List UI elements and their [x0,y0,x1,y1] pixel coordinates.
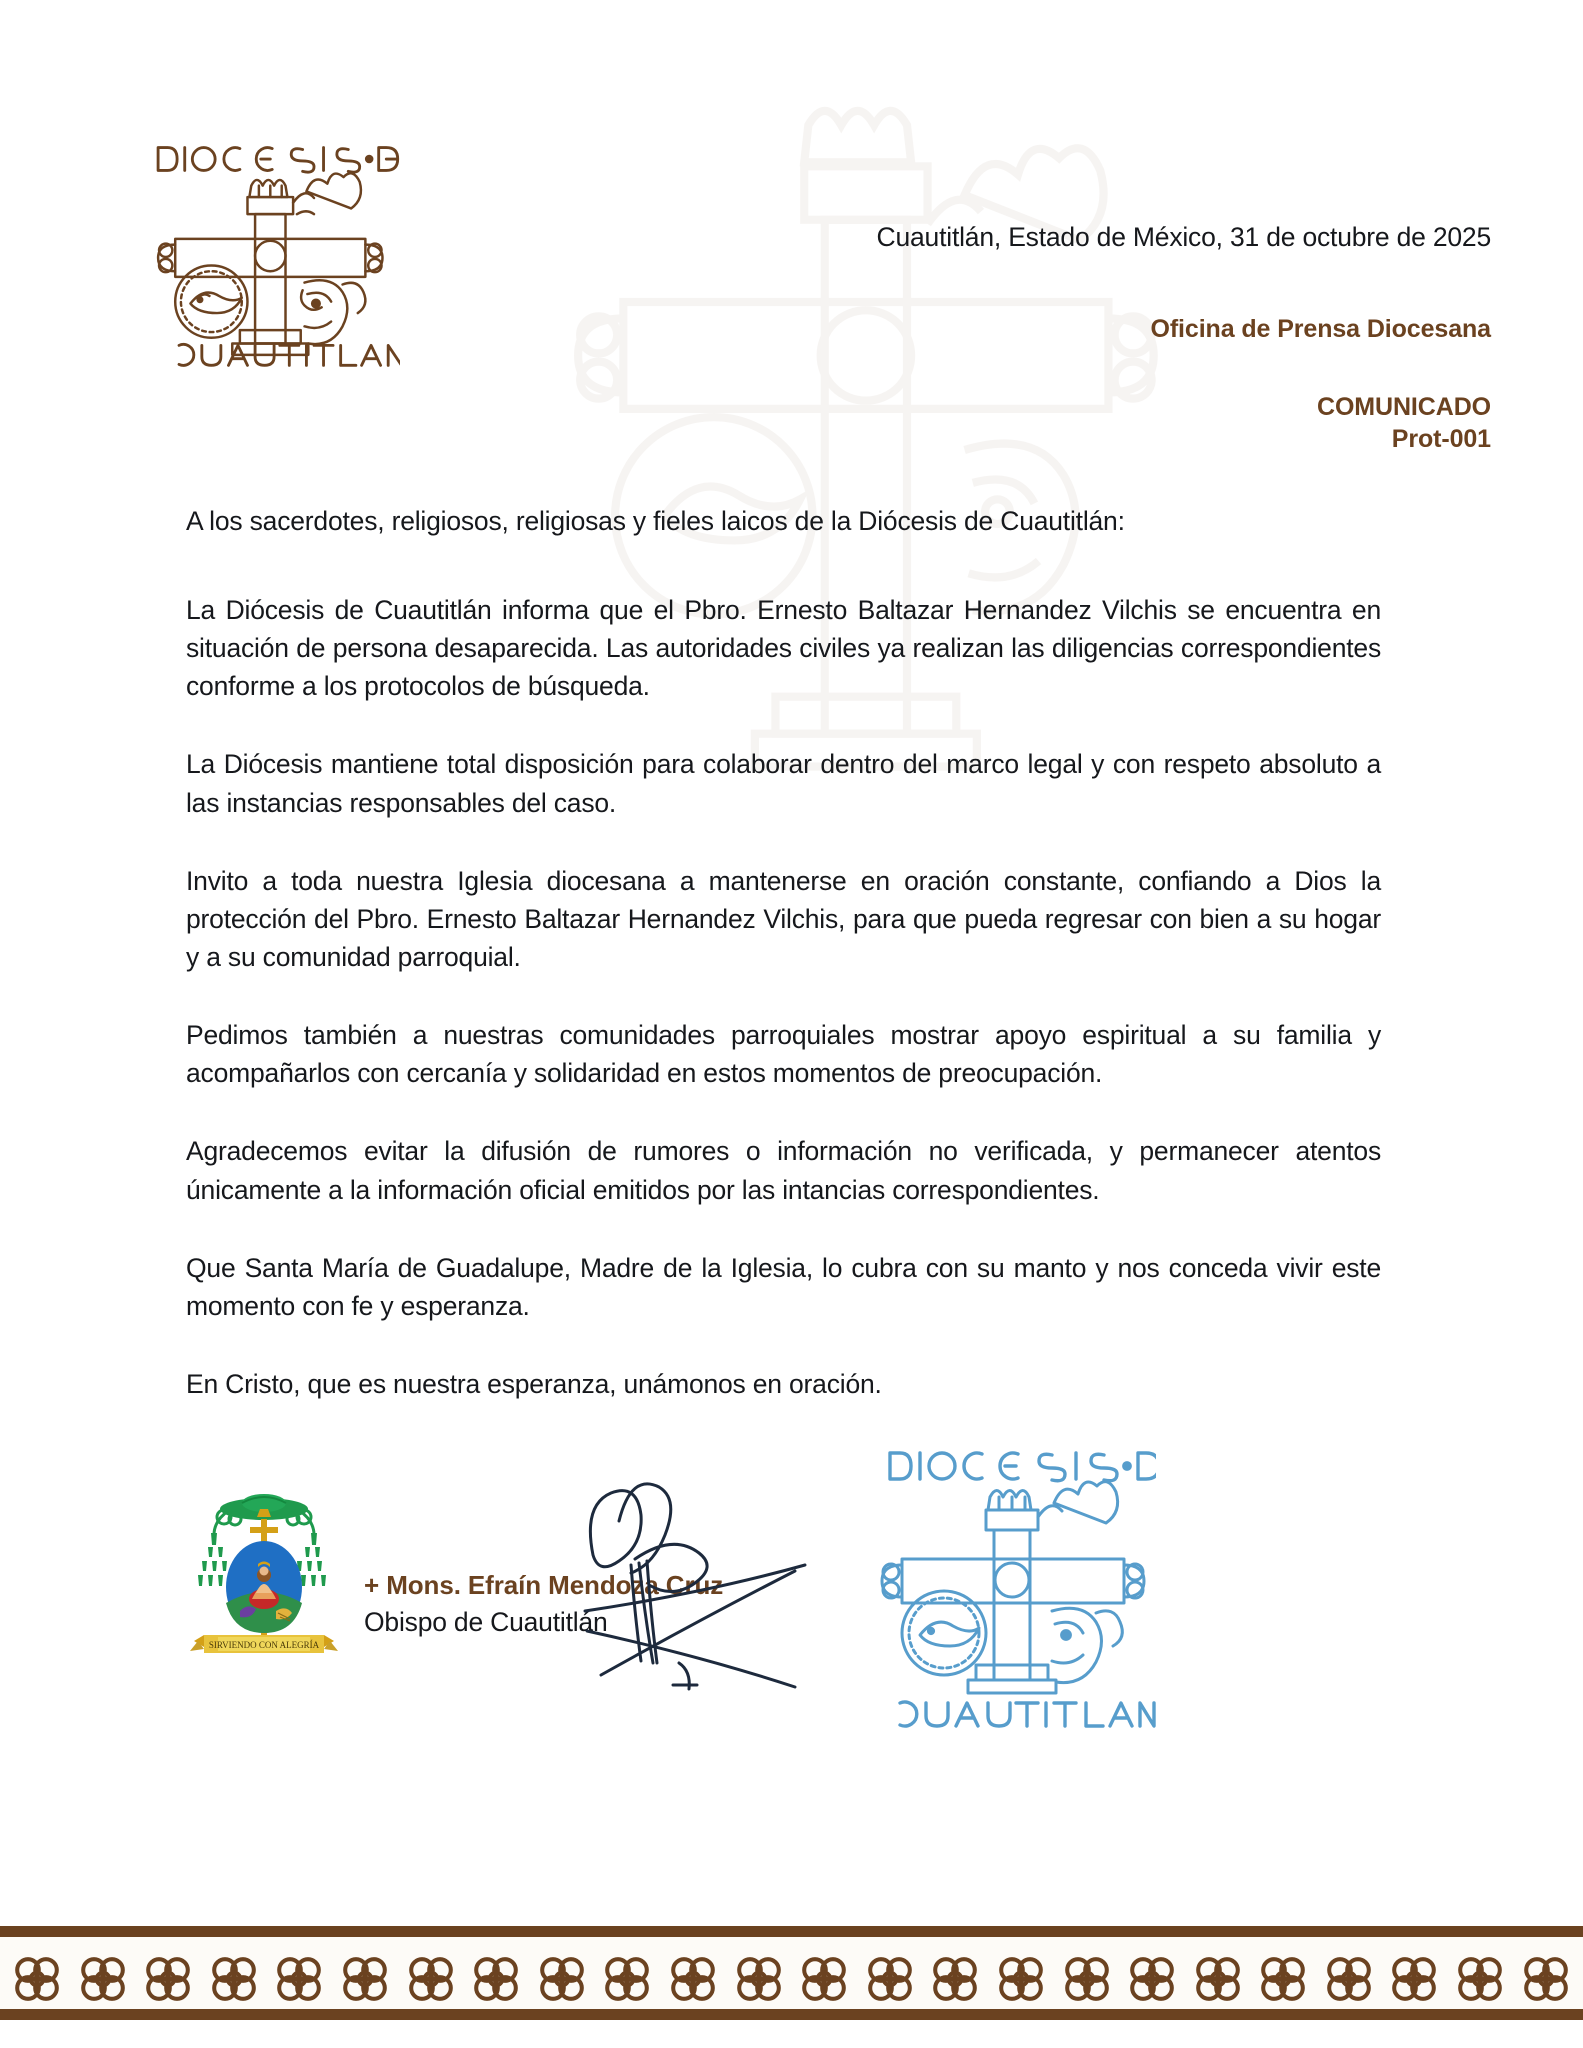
quatrefoil-motif [732,1952,786,2006]
quatrefoil-motif [1453,1952,1507,2006]
quatrefoil-motif [863,1952,917,2006]
protocol-number: Prot-001 [1391,424,1491,453]
date-line: Cuautitlán, Estado de México, 31 de octubre de 2025 [876,222,1491,252]
quatrefoil-motif [797,1952,851,2006]
paragraph-3: Invito a toda nuestra Iglesia diocesana a mantenerse en oración constante, confiando a Dios la protección del Pbro. Ernesto Baltazar Hernandez Vilchis, para que pueda regresar con bien a su hogar y a su comunidad parroquial. [186,865,1381,972]
comunicado-label: COMUNICADO [1317,393,1491,421]
paragraph-7: En Cristo, que es nuestra esperanza, unámonos en oración. [186,1369,882,1400]
diocese-cuautitlan-logo [152,140,400,372]
quatrefoil-border [0,1918,1583,2048]
diocese-rubber-stamp [876,1435,1156,1755]
paragraph-1: La Diócesis de Cuautitlán informa que el Pbro. Ernesto Baltazar Hernandez Vilchis se encuentra en situación de persona desaparecida. Las autoridades civiles ya realizan las diligencias correspondientes conforme a los protocolos de búsqueda. [186,594,1381,702]
header-text-block [877,222,1491,454]
quatrefoil-motif [1125,1952,1179,2006]
signature-area [0,1455,1583,1875]
document-body [186,505,1381,1443]
paragraph-4: Pedimos también a nuestras comunidades parroquiales mostrar apoyo espiritual a su familia y acompañarlos con cercanía y solidaridad en estos momentos de preocupación. [186,1020,1381,1089]
quatrefoil-motif [1387,1952,1441,2006]
border-rule-bottom [0,2009,1583,2020]
quatrefoil-motif [76,1952,130,2006]
quatrefoil-motif [469,1952,523,2006]
quatrefoil-motif [600,1952,654,2006]
quatrefoil-motif [994,1952,1048,2006]
quatrefoil-motif [141,1952,195,2006]
signer-title: Obispo de Cuautitlán [364,1607,608,1637]
salutation: A los sacerdotes, religiosos, religiosas y fieles laicos de la Diócesis de Cuautitlán: [186,506,1125,536]
quatrefoil-motif [1519,1952,1573,2006]
paragraph-6: Que Santa María de Guadalupe, Madre de la Iglesia, lo cubra con su manto y nos conceda vivir este momento con fe y esperanza. [186,1252,1381,1321]
quatrefoil-motif [535,1952,589,2006]
episcopal-coat-of-arms [178,1483,350,1683]
quatrefoil-motif [272,1952,326,2006]
press-office-label: Oficina de Prensa Diocesana [1150,315,1491,343]
quatrefoil-motif [10,1952,64,2006]
paragraph-5: Agradecemos evitar la difusión de rumores o información no verificada, y permanecer atentos únicamente a la información oficial emitidos por las intancias correspondientes. [186,1136,1381,1205]
quatrefoil-motif [666,1952,720,2006]
quatrefoil-motif [1191,1952,1245,2006]
quatrefoil-motif [404,1952,458,2006]
quatrefoil-motif [207,1952,261,2006]
quatrefoil-motif [1256,1952,1310,2006]
document-header [0,0,1583,453]
quatrefoil-motif [1322,1952,1376,2006]
paragraph-2: La Diócesis mantiene total disposición para colaborar dentro del marco legal y con respeto absoluto a las instancias responsables del caso. [186,749,1381,818]
coat-of-arms-motto: SIRVIENDO CON ALEGRÍA [208,1640,320,1650]
border-rule-top [0,1926,1583,1937]
signer-block [364,1570,723,1638]
quatrefoil-band [0,1937,1583,2020]
signer-name: + Mons. Efraín Mendoza Cruz [364,1570,724,1600]
quatrefoil-motif [928,1952,982,2006]
quatrefoil-motif [338,1952,392,2006]
quatrefoil-motif [1060,1952,1114,2006]
